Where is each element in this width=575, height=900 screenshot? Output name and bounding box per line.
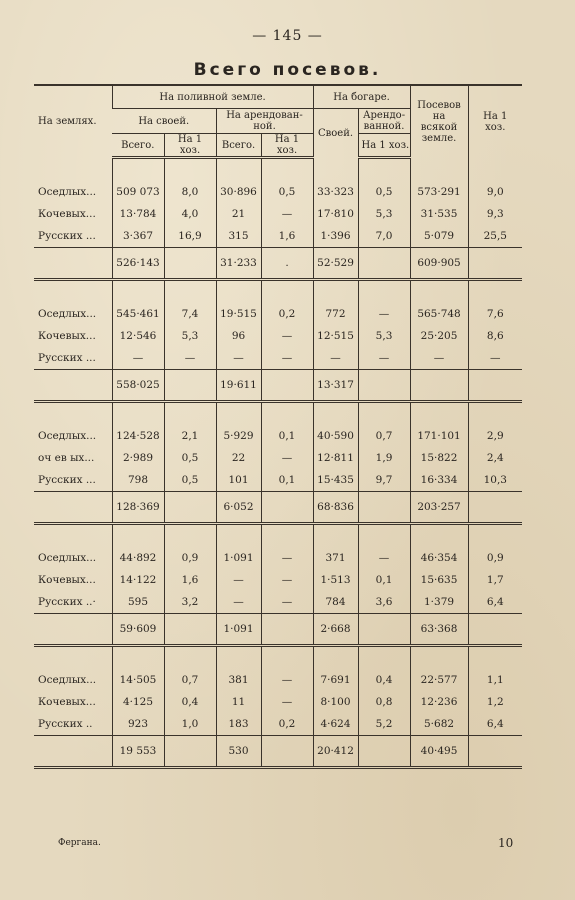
row-label: Русских ...	[38, 474, 96, 486]
row-label: оч ев ых...	[38, 452, 95, 464]
row-label: Оседлых...	[38, 186, 97, 198]
table-cell: 12·515	[313, 325, 358, 347]
table-row	[34, 591, 522, 614]
table-cell: —	[261, 547, 313, 569]
header-bogara-own: Своей.	[313, 109, 358, 158]
table-cell: 1,6	[164, 569, 216, 591]
table-cell: 7,0	[358, 225, 410, 248]
header-bogara-rented: Арендо-ванной.	[358, 109, 410, 134]
table-cell: 12·236	[410, 691, 468, 713]
table-cell: 2,9	[468, 425, 522, 447]
table-cell: 3,6	[358, 591, 410, 614]
table-title: Всего посевов.	[193, 60, 382, 80]
table-cell: 0,5	[261, 181, 313, 203]
total-cell: 13·317	[313, 370, 358, 402]
table-cell: 772	[313, 303, 358, 325]
table-cell: 4·125	[112, 691, 164, 713]
table-row	[34, 347, 522, 370]
table-cell: 15·435	[313, 469, 358, 492]
header-own-per-farm: На 1 хоз.	[164, 134, 216, 158]
total-cell	[164, 492, 216, 524]
total-cell: 203·257	[410, 492, 468, 524]
table-cell: 1,2	[468, 691, 522, 713]
total-cell: 19 553	[112, 736, 164, 768]
table-cell: 6,4	[468, 591, 522, 614]
table-cell: 7,6	[468, 303, 522, 325]
table-cell: 15·635	[410, 569, 468, 591]
header-own: На своей.	[112, 109, 216, 134]
header-bogara: На богаре.	[313, 85, 410, 109]
table-cell: —	[261, 691, 313, 713]
table-cell: —	[261, 591, 313, 614]
total-cell: .	[261, 248, 313, 280]
row-label: Оседлых...	[38, 674, 97, 686]
group-total-row	[34, 614, 522, 646]
total-label	[34, 248, 112, 280]
group-total-row	[34, 492, 522, 524]
table-row	[34, 203, 522, 225]
table-cell: 5·079	[410, 225, 468, 248]
total-cell	[358, 370, 410, 402]
table-cell: 0,8	[358, 691, 410, 713]
row-label: Оседлых...	[38, 430, 97, 442]
total-cell	[261, 370, 313, 402]
table-cell: 22·577	[410, 669, 468, 691]
total-cell	[468, 492, 522, 524]
table-cell: 0,4	[358, 669, 410, 691]
table-cell: —	[468, 347, 522, 370]
total-cell: 20·412	[313, 736, 358, 768]
total-cell	[410, 370, 468, 402]
table-row	[34, 469, 522, 492]
total-label	[34, 370, 112, 402]
footer-sheet-number: 10	[498, 836, 514, 850]
table-cell: 13·784	[112, 203, 164, 225]
table-row	[34, 691, 522, 713]
row-label: Русских ..	[38, 718, 93, 730]
table-cell: 31·535	[410, 203, 468, 225]
table-cell: 46·354	[410, 547, 468, 569]
table-cell: 2,4	[468, 447, 522, 469]
table-row	[34, 425, 522, 447]
table-cell: 1·513	[313, 569, 358, 591]
total-cell: 526·143	[112, 248, 164, 280]
table-cell: 5,3	[358, 325, 410, 347]
table-cell: 10,3	[468, 469, 522, 492]
table-cell: 8,0	[164, 181, 216, 203]
table-cell: 923	[112, 713, 164, 736]
table-cell: 0,4	[164, 691, 216, 713]
table-cell: 0,5	[358, 181, 410, 203]
table-row	[34, 447, 522, 469]
table-cell: —	[216, 569, 261, 591]
table-cell: 573·291	[410, 181, 468, 203]
table-cell: 7,4	[164, 303, 216, 325]
header-rented-per-farm: На 1 хоз.	[261, 134, 313, 158]
row-label: Кочевых...	[38, 208, 96, 220]
total-cell	[358, 736, 410, 768]
row-label: Кочевых...	[38, 574, 96, 586]
total-cell: 558·025	[112, 370, 164, 402]
table-cell: 40·590	[313, 425, 358, 447]
table-cell: 0,7	[164, 669, 216, 691]
table-cell: 16,9	[164, 225, 216, 248]
table-cell: —	[358, 347, 410, 370]
table-cell: —	[358, 303, 410, 325]
table-cell: 2·989	[112, 447, 164, 469]
table-cell: 12·811	[313, 447, 358, 469]
header-own-total: Всего.	[112, 134, 164, 158]
total-cell: 31·233	[216, 248, 261, 280]
table-cell: 381	[216, 669, 261, 691]
table-cell: —	[261, 669, 313, 691]
total-cell: 40·495	[410, 736, 468, 768]
total-cell: 2·668	[313, 614, 358, 646]
table-cell: —	[112, 347, 164, 370]
table-cell: 0,2	[261, 713, 313, 736]
table-cell: —	[410, 347, 468, 370]
header-rented-total: Всего.	[216, 134, 261, 158]
table-cell: —	[261, 347, 313, 370]
table-cell: 14·505	[112, 669, 164, 691]
row-label: Кочевых...	[38, 696, 96, 708]
table-cell: 1·091	[216, 547, 261, 569]
table-cell: —	[216, 347, 261, 370]
table-cell: 0,5	[164, 469, 216, 492]
table-cell: 4,0	[164, 203, 216, 225]
crops-table	[34, 84, 522, 769]
table-cell: 2,1	[164, 425, 216, 447]
group-spacer	[34, 646, 522, 670]
group-total-row	[34, 370, 522, 402]
table-cell: 798	[112, 469, 164, 492]
table-cell: 0,1	[261, 469, 313, 492]
table-cell: 8,6	[468, 325, 522, 347]
total-cell	[468, 614, 522, 646]
table-cell: 9,3	[468, 203, 522, 225]
table-cell: 565·748	[410, 303, 468, 325]
table-cell: 33·323	[313, 181, 358, 203]
total-cell	[164, 248, 216, 280]
group-spacer	[34, 402, 522, 426]
table-cell: 124·528	[112, 425, 164, 447]
table-cell: 30·896	[216, 181, 261, 203]
row-label: Оседлых...	[38, 552, 97, 564]
total-cell: 19·611	[216, 370, 261, 402]
table-cell: 171·101	[410, 425, 468, 447]
row-label: Русских ..·	[38, 596, 96, 608]
table-cell: 3·367	[112, 225, 164, 248]
table-cell: 6,4	[468, 713, 522, 736]
group-spacer	[34, 280, 522, 304]
table-cell: 371	[313, 547, 358, 569]
table-cell: 0,5	[164, 447, 216, 469]
row-label: Оседлых...	[38, 308, 97, 320]
table-row	[34, 569, 522, 591]
table-cell: 5·929	[216, 425, 261, 447]
total-cell: 609·905	[410, 248, 468, 280]
table-cell: 21	[216, 203, 261, 225]
row-label: Русских ...	[38, 230, 96, 242]
page-number: — 145 —	[252, 28, 323, 44]
table-cell: 11	[216, 691, 261, 713]
total-cell	[164, 370, 216, 402]
table-cell: 16·334	[410, 469, 468, 492]
table-body	[34, 158, 522, 768]
table-row	[34, 713, 522, 736]
total-cell	[468, 248, 522, 280]
table-cell: 784	[313, 591, 358, 614]
table-cell: 19·515	[216, 303, 261, 325]
table-row	[34, 669, 522, 691]
table-cell: 5,2	[358, 713, 410, 736]
header-irrigated: На поливной земле.	[112, 85, 313, 109]
table-cell: 44·892	[112, 547, 164, 569]
group-total-row	[34, 248, 522, 280]
table-cell: 595	[112, 591, 164, 614]
table-cell: 1,9	[358, 447, 410, 469]
row-label: Кочевых...	[38, 330, 96, 342]
header-all-crops: Посевов на всякой земле.	[410, 85, 468, 158]
table-cell: 0,1	[261, 425, 313, 447]
table-cell: 25,5	[468, 225, 522, 248]
table-cell: 15·822	[410, 447, 468, 469]
table-cell: 96	[216, 325, 261, 347]
header-all-per-farm: На 1 хоз.	[468, 85, 522, 158]
table-cell: 509 073	[112, 181, 164, 203]
table-cell: 1,0	[164, 713, 216, 736]
table-cell: —	[261, 569, 313, 591]
table-row	[34, 325, 522, 347]
table-cell: 17·810	[313, 203, 358, 225]
total-cell	[358, 614, 410, 646]
table-cell: 1·379	[410, 591, 468, 614]
table-row	[34, 547, 522, 569]
total-cell: 68·836	[313, 492, 358, 524]
table-cell: —	[261, 203, 313, 225]
total-cell	[358, 492, 410, 524]
table-cell: —	[313, 347, 358, 370]
table-cell: 9,0	[468, 181, 522, 203]
total-cell	[261, 736, 313, 768]
group-spacer	[34, 524, 522, 548]
total-label	[34, 736, 112, 768]
table-cell: 5·682	[410, 713, 468, 736]
table-cell: —	[216, 591, 261, 614]
table-cell: 5,3	[358, 203, 410, 225]
header-rented: На арендован-ной.	[216, 109, 313, 134]
total-cell	[468, 736, 522, 768]
total-cell: 1·091	[216, 614, 261, 646]
total-cell	[164, 614, 216, 646]
table-cell: 0,2	[261, 303, 313, 325]
table-cell: —	[358, 547, 410, 569]
table-cell: 0,1	[358, 569, 410, 591]
total-label	[34, 614, 112, 646]
table-cell: 14·122	[112, 569, 164, 591]
table-cell: 25·205	[410, 325, 468, 347]
table-cell: 0,9	[164, 547, 216, 569]
table-cell: 1·396	[313, 225, 358, 248]
table-cell: 0,9	[468, 547, 522, 569]
total-label	[34, 492, 112, 524]
table-cell: —	[261, 325, 313, 347]
total-cell: 59·609	[112, 614, 164, 646]
table-row	[34, 303, 522, 325]
header-bogara-per-farm: На 1 хоз.	[358, 134, 410, 158]
total-cell: 63·368	[410, 614, 468, 646]
table-cell: 9,7	[358, 469, 410, 492]
table-cell: 1,6	[261, 225, 313, 248]
table-cell: 22	[216, 447, 261, 469]
table-cell: 545·461	[112, 303, 164, 325]
total-cell: 52·529	[313, 248, 358, 280]
table-cell: 183	[216, 713, 261, 736]
table-cell: —	[164, 347, 216, 370]
header-land: На землях.	[34, 85, 112, 158]
table-cell: 101	[216, 469, 261, 492]
total-cell	[164, 736, 216, 768]
table-cell: 1,7	[468, 569, 522, 591]
total-cell: 530	[216, 736, 261, 768]
table-row	[34, 181, 522, 203]
table-cell: —	[261, 447, 313, 469]
total-cell: 128·369	[112, 492, 164, 524]
table-cell: 1,1	[468, 669, 522, 691]
table-cell: 5,3	[164, 325, 216, 347]
total-cell	[468, 370, 522, 402]
total-cell: 6·052	[216, 492, 261, 524]
table-row	[34, 225, 522, 248]
footer-region: Фергана.	[58, 838, 101, 848]
total-cell	[261, 614, 313, 646]
table-cell: 4·624	[313, 713, 358, 736]
table-cell: 12·546	[112, 325, 164, 347]
group-spacer	[34, 158, 522, 182]
table-cell: 7·691	[313, 669, 358, 691]
total-cell	[358, 248, 410, 280]
table-cell: 3,2	[164, 591, 216, 614]
total-cell	[261, 492, 313, 524]
table-cell: 315	[216, 225, 261, 248]
row-label: Русских ...	[38, 352, 96, 364]
table-cell: 8·100	[313, 691, 358, 713]
table-cell: 0,7	[358, 425, 410, 447]
group-total-row	[34, 736, 522, 768]
